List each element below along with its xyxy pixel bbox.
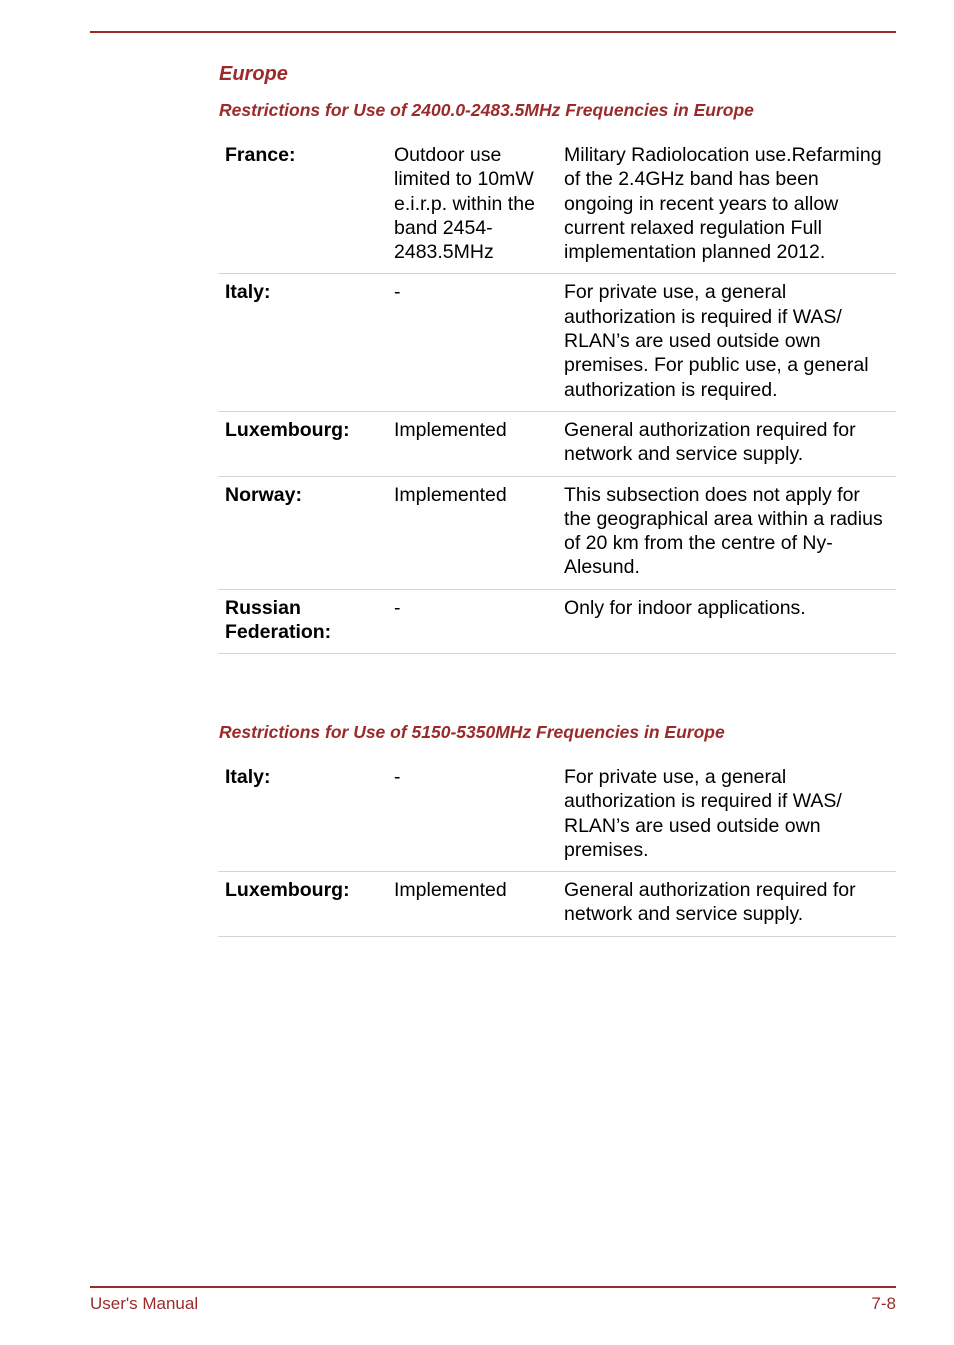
notes-cell: General authorization required for network and service supply. [557, 411, 896, 476]
footer-manual-title: User's Manual [90, 1294, 199, 1313]
section-title: Europe [219, 63, 288, 85]
country-cell: Luxembourg: [218, 872, 387, 937]
subheading-5150mhz: Restrictions for Use of 5150-5350MHz Frequencies in Europe [219, 722, 725, 742]
implementation-cell: Implemented [387, 872, 557, 937]
table-row [218, 872, 896, 937]
notes-cell: For private use, a general authorization is required if WAS/ RLAN’s are used outside own premises. [557, 759, 896, 872]
implementation-cell: Implemented [387, 476, 557, 589]
subheading-2400mhz: Restrictions for Use of 2400.0-2483.5MHz Frequencies in Europe [219, 100, 754, 120]
restrictions-table-2400mhz [218, 137, 896, 654]
implementation-cell: - [387, 759, 557, 872]
table-row [218, 476, 896, 589]
table-row [218, 411, 896, 476]
header-rule [90, 31, 896, 33]
notes-cell: Only for indoor applications. [557, 589, 896, 654]
country-cell: Norway: [218, 476, 387, 589]
country-cell: Luxembourg: [218, 411, 387, 476]
country-cell: France: [218, 137, 387, 274]
notes-cell: Military Radiolocation use.Refarming of the 2.4GHz band has been ongoing in recent years to allow current relaxed regulation Full implementation planned 2012. [557, 137, 896, 274]
table-row [218, 137, 896, 274]
page-number: 7-8 [871, 1294, 896, 1313]
country-cell: Russian Federation: [218, 589, 387, 654]
notes-cell: General authorization required for network and service supply. [557, 872, 896, 937]
notes-cell: This subsection does not apply for the geographical area within a radius of 20 km from the centre of Ny-Alesund. [557, 476, 896, 589]
implementation-cell: Implemented [387, 411, 557, 476]
country-cell: Italy: [218, 274, 387, 411]
footer-rule [90, 1286, 896, 1288]
implementation-cell: - [387, 589, 557, 654]
implementation-cell: Outdoor use limited to 10mW e.i.r.p. within the band 2454-2483.5MHz [387, 137, 557, 274]
implementation-cell: - [387, 274, 557, 411]
restrictions-table-5150mhz [218, 759, 896, 937]
table-row [218, 759, 896, 872]
table-row [218, 589, 896, 654]
notes-cell: For private use, a general authorization is required if WAS/ RLAN’s are used outside own premises. For public use, a general authorization is required. [557, 274, 896, 411]
country-cell: Italy: [218, 759, 387, 872]
table-row [218, 274, 896, 411]
